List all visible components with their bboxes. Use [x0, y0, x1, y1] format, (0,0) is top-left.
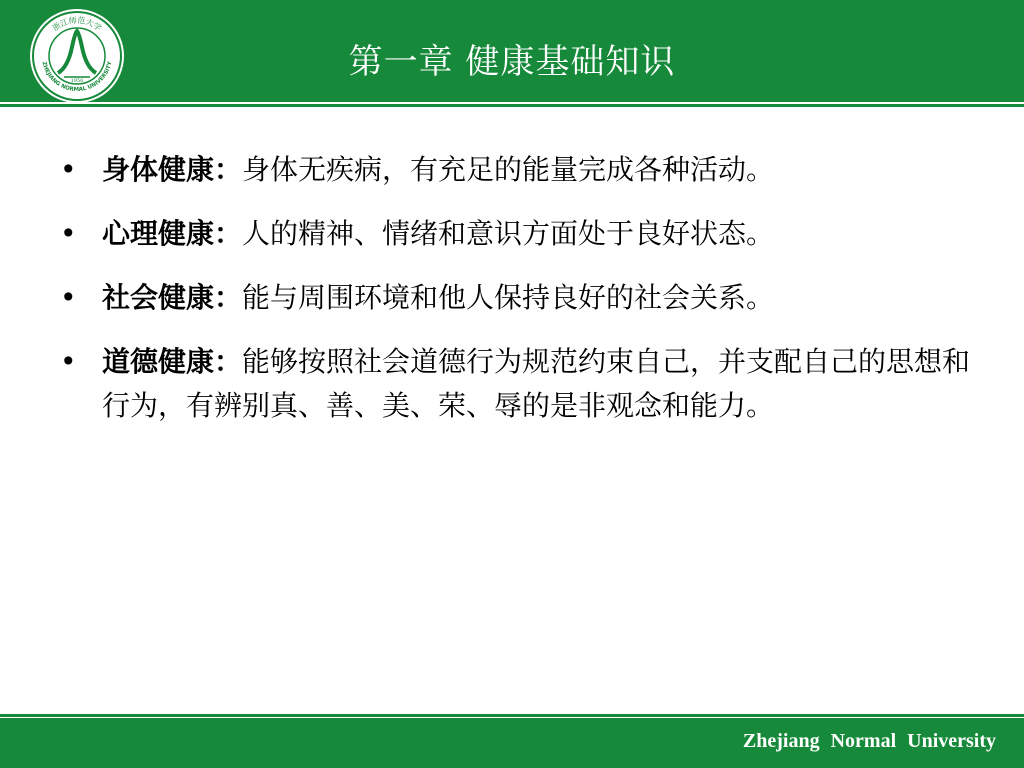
footer-divider	[0, 714, 1024, 717]
bullet-icon: •	[60, 153, 77, 186]
list-item	[56, 148, 976, 192]
item-term: 道德健康：	[102, 345, 243, 378]
logo-year: 1956	[70, 78, 84, 84]
bullet-icon: •	[60, 217, 77, 250]
list-item	[56, 340, 976, 428]
bullet-icon: •	[60, 281, 77, 314]
item-term: 社会健康：	[102, 281, 243, 314]
footer-bar	[0, 718, 1024, 768]
item-text: 能与周围环境和他人保持良好的社会关系。	[242, 281, 775, 314]
bullet-icon: •	[60, 345, 77, 378]
item-term: 身体健康：	[102, 153, 243, 186]
logo-bottom-text: ZHEJIANG NORMAL UNIVERSITY	[40, 61, 114, 94]
header-divider	[0, 104, 1024, 107]
item-text: 身体无疾病，有充足的能量完成各种活动。	[242, 153, 775, 186]
logo-top-text: 浙江师范大学	[50, 15, 104, 33]
page-title: 第一章 健康基础知识	[348, 42, 676, 82]
item-text: 人的精神、情绪和意识方面处于良好状态。	[242, 217, 775, 250]
header-bar	[0, 0, 1024, 102]
item-term: 心理健康：	[102, 217, 243, 250]
list-item	[56, 276, 976, 320]
item-text: 能够按照社会道德行为规范约束自己，并支配自己的思想和行为，有辨别真、善、美、荣、辱的是非观念和能力。	[102, 345, 971, 422]
list-item	[56, 212, 976, 256]
footer-university-name: Zhejiang Normal University	[742, 730, 996, 752]
bullet-list	[56, 148, 976, 448]
